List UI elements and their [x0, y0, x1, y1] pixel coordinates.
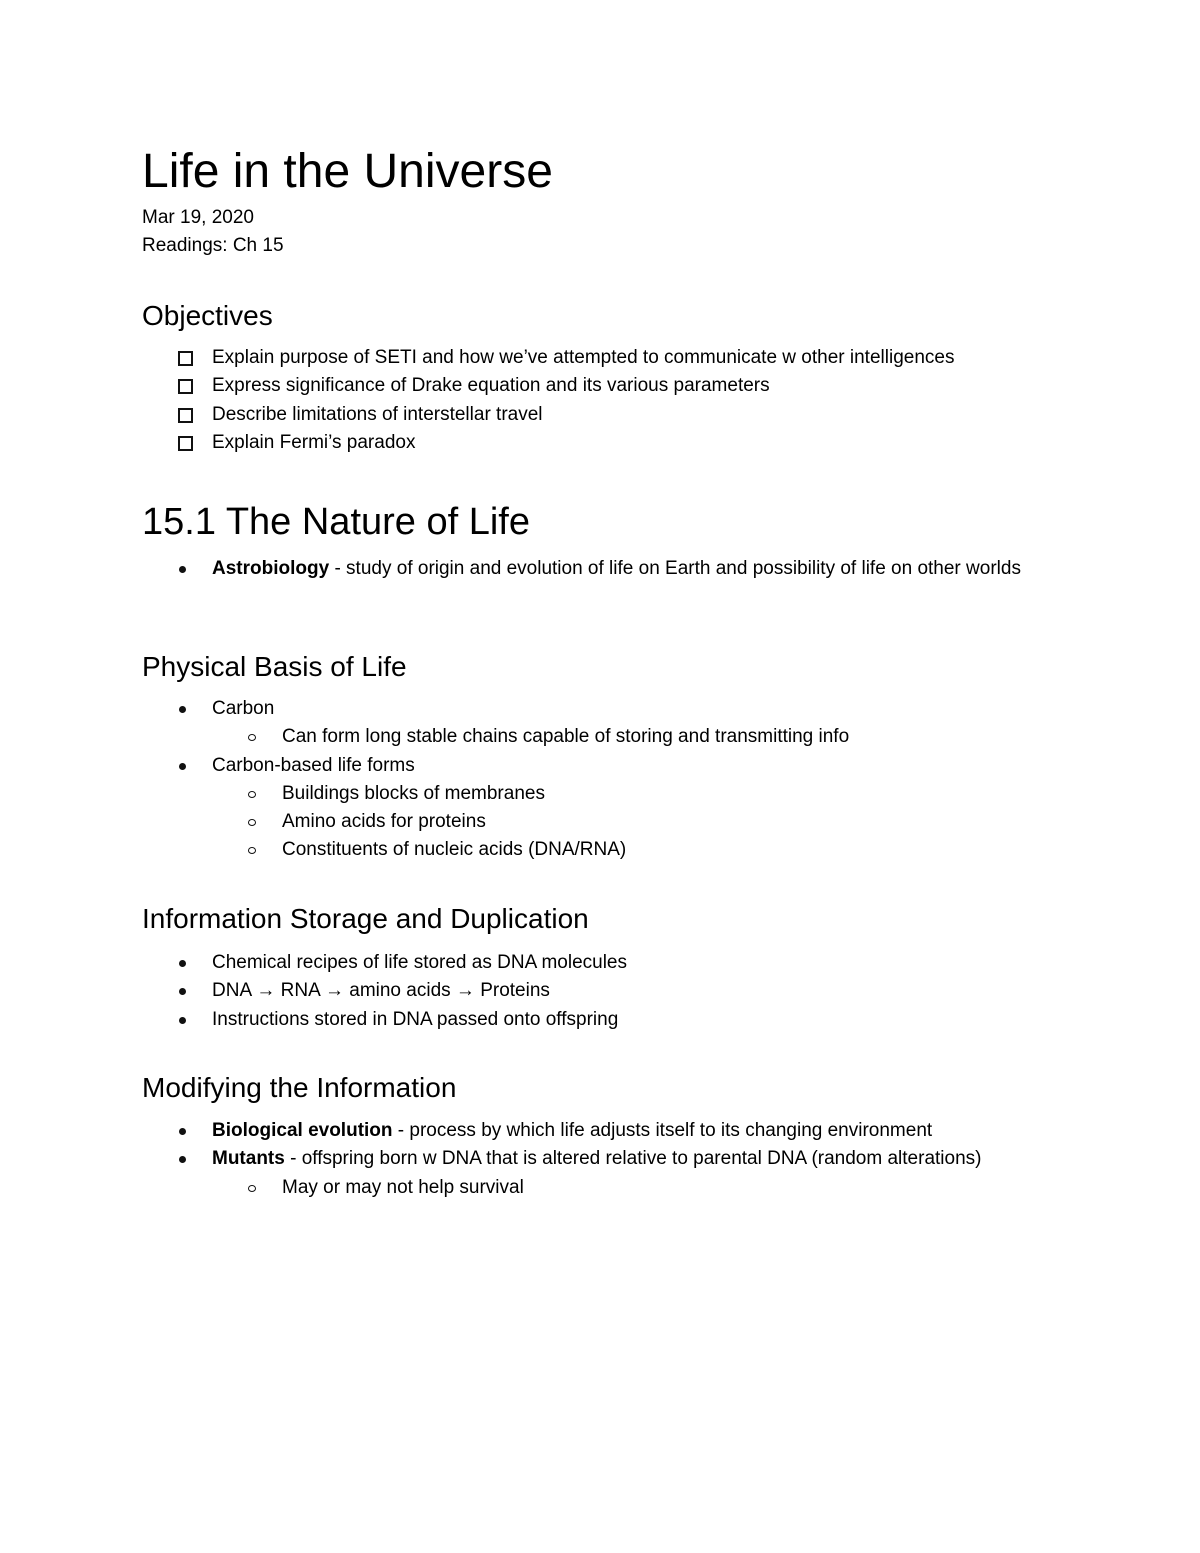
list-item: Chemical recipes of life stored as DNA molecules	[142, 949, 1072, 977]
page-title: Life in the Universe	[142, 145, 553, 198]
bullet-icon	[179, 706, 186, 713]
sub-list-item: Amino acids for proteins	[142, 808, 1072, 836]
checklist-item: Explain Fermi’s paradox	[142, 429, 1072, 457]
checkbox-icon[interactable]	[178, 351, 193, 366]
bullet-icon	[179, 763, 186, 770]
list-item	[142, 1117, 1072, 1145]
hollow-bullet-icon	[248, 734, 256, 741]
hollow-bullet-icon	[248, 1185, 256, 1192]
hollow-bullet-icon	[248, 847, 256, 854]
bullet-icon	[179, 1017, 186, 1024]
checklist-item: Express significance of Drake equation and its various parameters	[142, 372, 1072, 400]
term: Astrobiology	[212, 558, 330, 579]
modifying-heading: Modifying the Information	[142, 1072, 457, 1103]
checkbox-icon[interactable]	[178, 408, 193, 423]
sub-list-item: Can form long stable chains capable of storing and transmitting info	[142, 723, 1072, 751]
bullet-icon	[179, 988, 186, 995]
physical-list	[142, 695, 1072, 865]
checkbox-icon[interactable]	[178, 436, 193, 451]
checklist-item: Explain purpose of SETI and how we’ve attempted to communicate w other intelligences	[142, 344, 1072, 372]
bullet-icon	[179, 566, 186, 573]
list-item: Carbon-based life forms	[142, 752, 1072, 780]
objectives-heading: Objectives	[142, 300, 273, 331]
term: Mutants	[212, 1148, 285, 1170]
bullet-icon	[179, 1156, 186, 1163]
bullet-icon	[179, 1128, 186, 1135]
date-line: Mar 19, 2020	[142, 207, 254, 228]
physical-basis-heading: Physical Basis of Life	[142, 651, 407, 682]
readings-line: Readings: Ch 15	[142, 235, 284, 256]
sub-list-item: Constituents of nucleic acids (DNA/RNA)	[142, 836, 1072, 864]
bullet-icon	[179, 960, 186, 967]
definition: - offspring born w DNA that is altered relative to parental DNA (random alterations)	[284, 1148, 982, 1170]
list-item: Instructions stored in DNA passed onto offspring	[142, 1006, 1072, 1034]
info-storage-heading: Information Storage and Duplication	[142, 903, 589, 934]
section-heading-nature-of-life: 15.1 The Nature of Life	[142, 501, 530, 543]
info-storage-list	[142, 949, 1072, 1034]
sub-list-item: May or may not help survival	[142, 1174, 1072, 1202]
list-item: DNA → RNA → amino acids → Proteins	[142, 977, 1072, 1005]
sub-list-item: Buildings blocks of membranes	[142, 780, 1072, 808]
hollow-bullet-icon	[248, 791, 256, 798]
definition: - process by which life adjusts itself to its changing environment	[392, 1120, 933, 1141]
term: Biological evolution	[212, 1120, 393, 1141]
list-item	[142, 555, 1072, 583]
nature-list	[142, 555, 1072, 583]
definition: - study of origin and evolution of life on Earth and possibility of life on other worlds	[329, 558, 1021, 579]
modifying-list	[142, 1117, 1072, 1202]
checklist-item: Describe limitations of interstellar travel	[142, 401, 1072, 429]
checkbox-icon[interactable]	[178, 379, 193, 394]
hollow-bullet-icon	[248, 819, 256, 826]
list-item: Carbon	[142, 695, 1072, 723]
objectives-checklist	[142, 344, 1072, 457]
list-item	[142, 1145, 1072, 1173]
